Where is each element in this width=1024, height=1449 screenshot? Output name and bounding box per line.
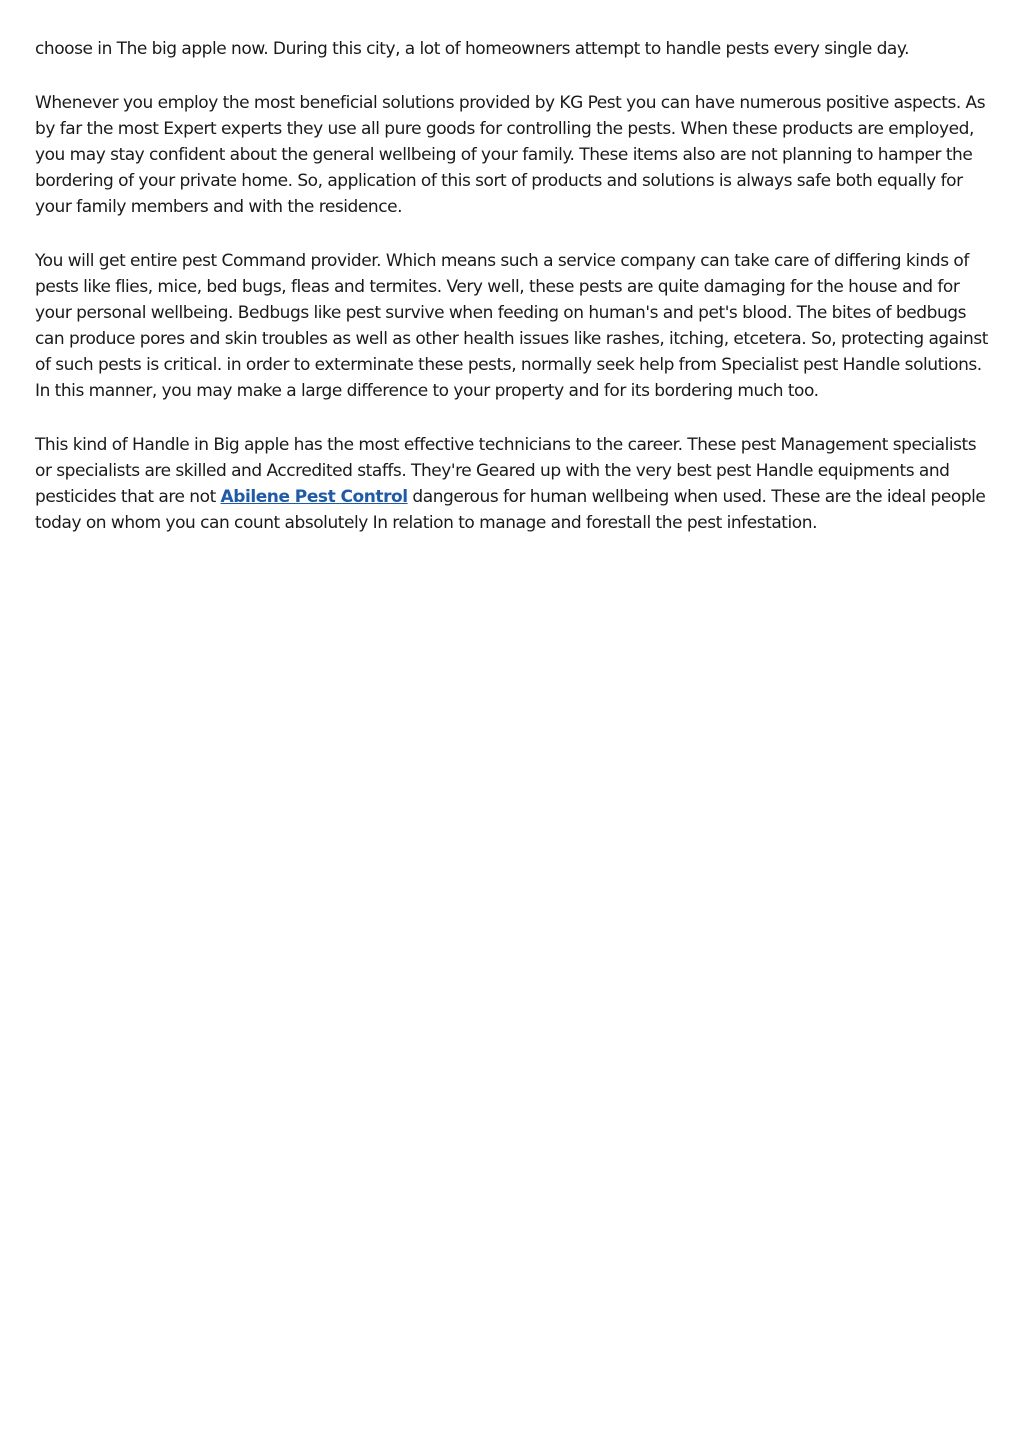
paragraph-4-text-after: dangerous for human wellbeing when used. These are the ideal people today on whom you can count absolutely In relation to manage and forestall the pest infestation.	[35, 487, 986, 533]
document-body	[35, 36, 990, 564]
paragraph-4	[35, 432, 990, 536]
paragraph-3: You will get entire pest Command provider. Which means such a service company can take care of differing kinds of pests like flies, mice, bed bugs, fleas and termites. Very well, these pests are quite damaging for the house and for your personal wellbeing. Bedbugs like pest survive when feeding on human's and pet's blood. The bites of bedbugs can produce pores and skin troubles as well as other health issues like rashes, itching, etcetera. So, protecting against of such pests is critical. in order to exterminate these pests, normally seek help from Specialist pest Handle solutions. In this manner, you may make a large difference to your property and for its bordering much too.	[35, 251, 988, 401]
abilene-pest-control-link[interactable]: Abilene Pest Control	[220, 487, 408, 507]
paragraph-1: choose in The big apple now. During this city, a lot of homeowners attempt to handle pests every single day.	[35, 39, 910, 59]
paragraph-2: Whenever you employ the most beneficial solutions provided by KG Pest you can have numerous positive aspects. As by far the most Expert experts they use all pure goods for controlling the pests. When these products are employed, you may stay confident about the general wellbeing of your family. These items also are not planning to hamper the bordering of your private home. So, application of this sort of products and solutions is always safe both equally for your family members and with the residence.	[35, 93, 986, 217]
paragraph-4-text-before: This kind of Handle in Big apple has the most effective technicians to the career. These pest Management specialists or specialists are skilled and Accredited staffs. They're Geared up with the very best pest Handle equipments and pesticides that are not	[35, 435, 977, 507]
